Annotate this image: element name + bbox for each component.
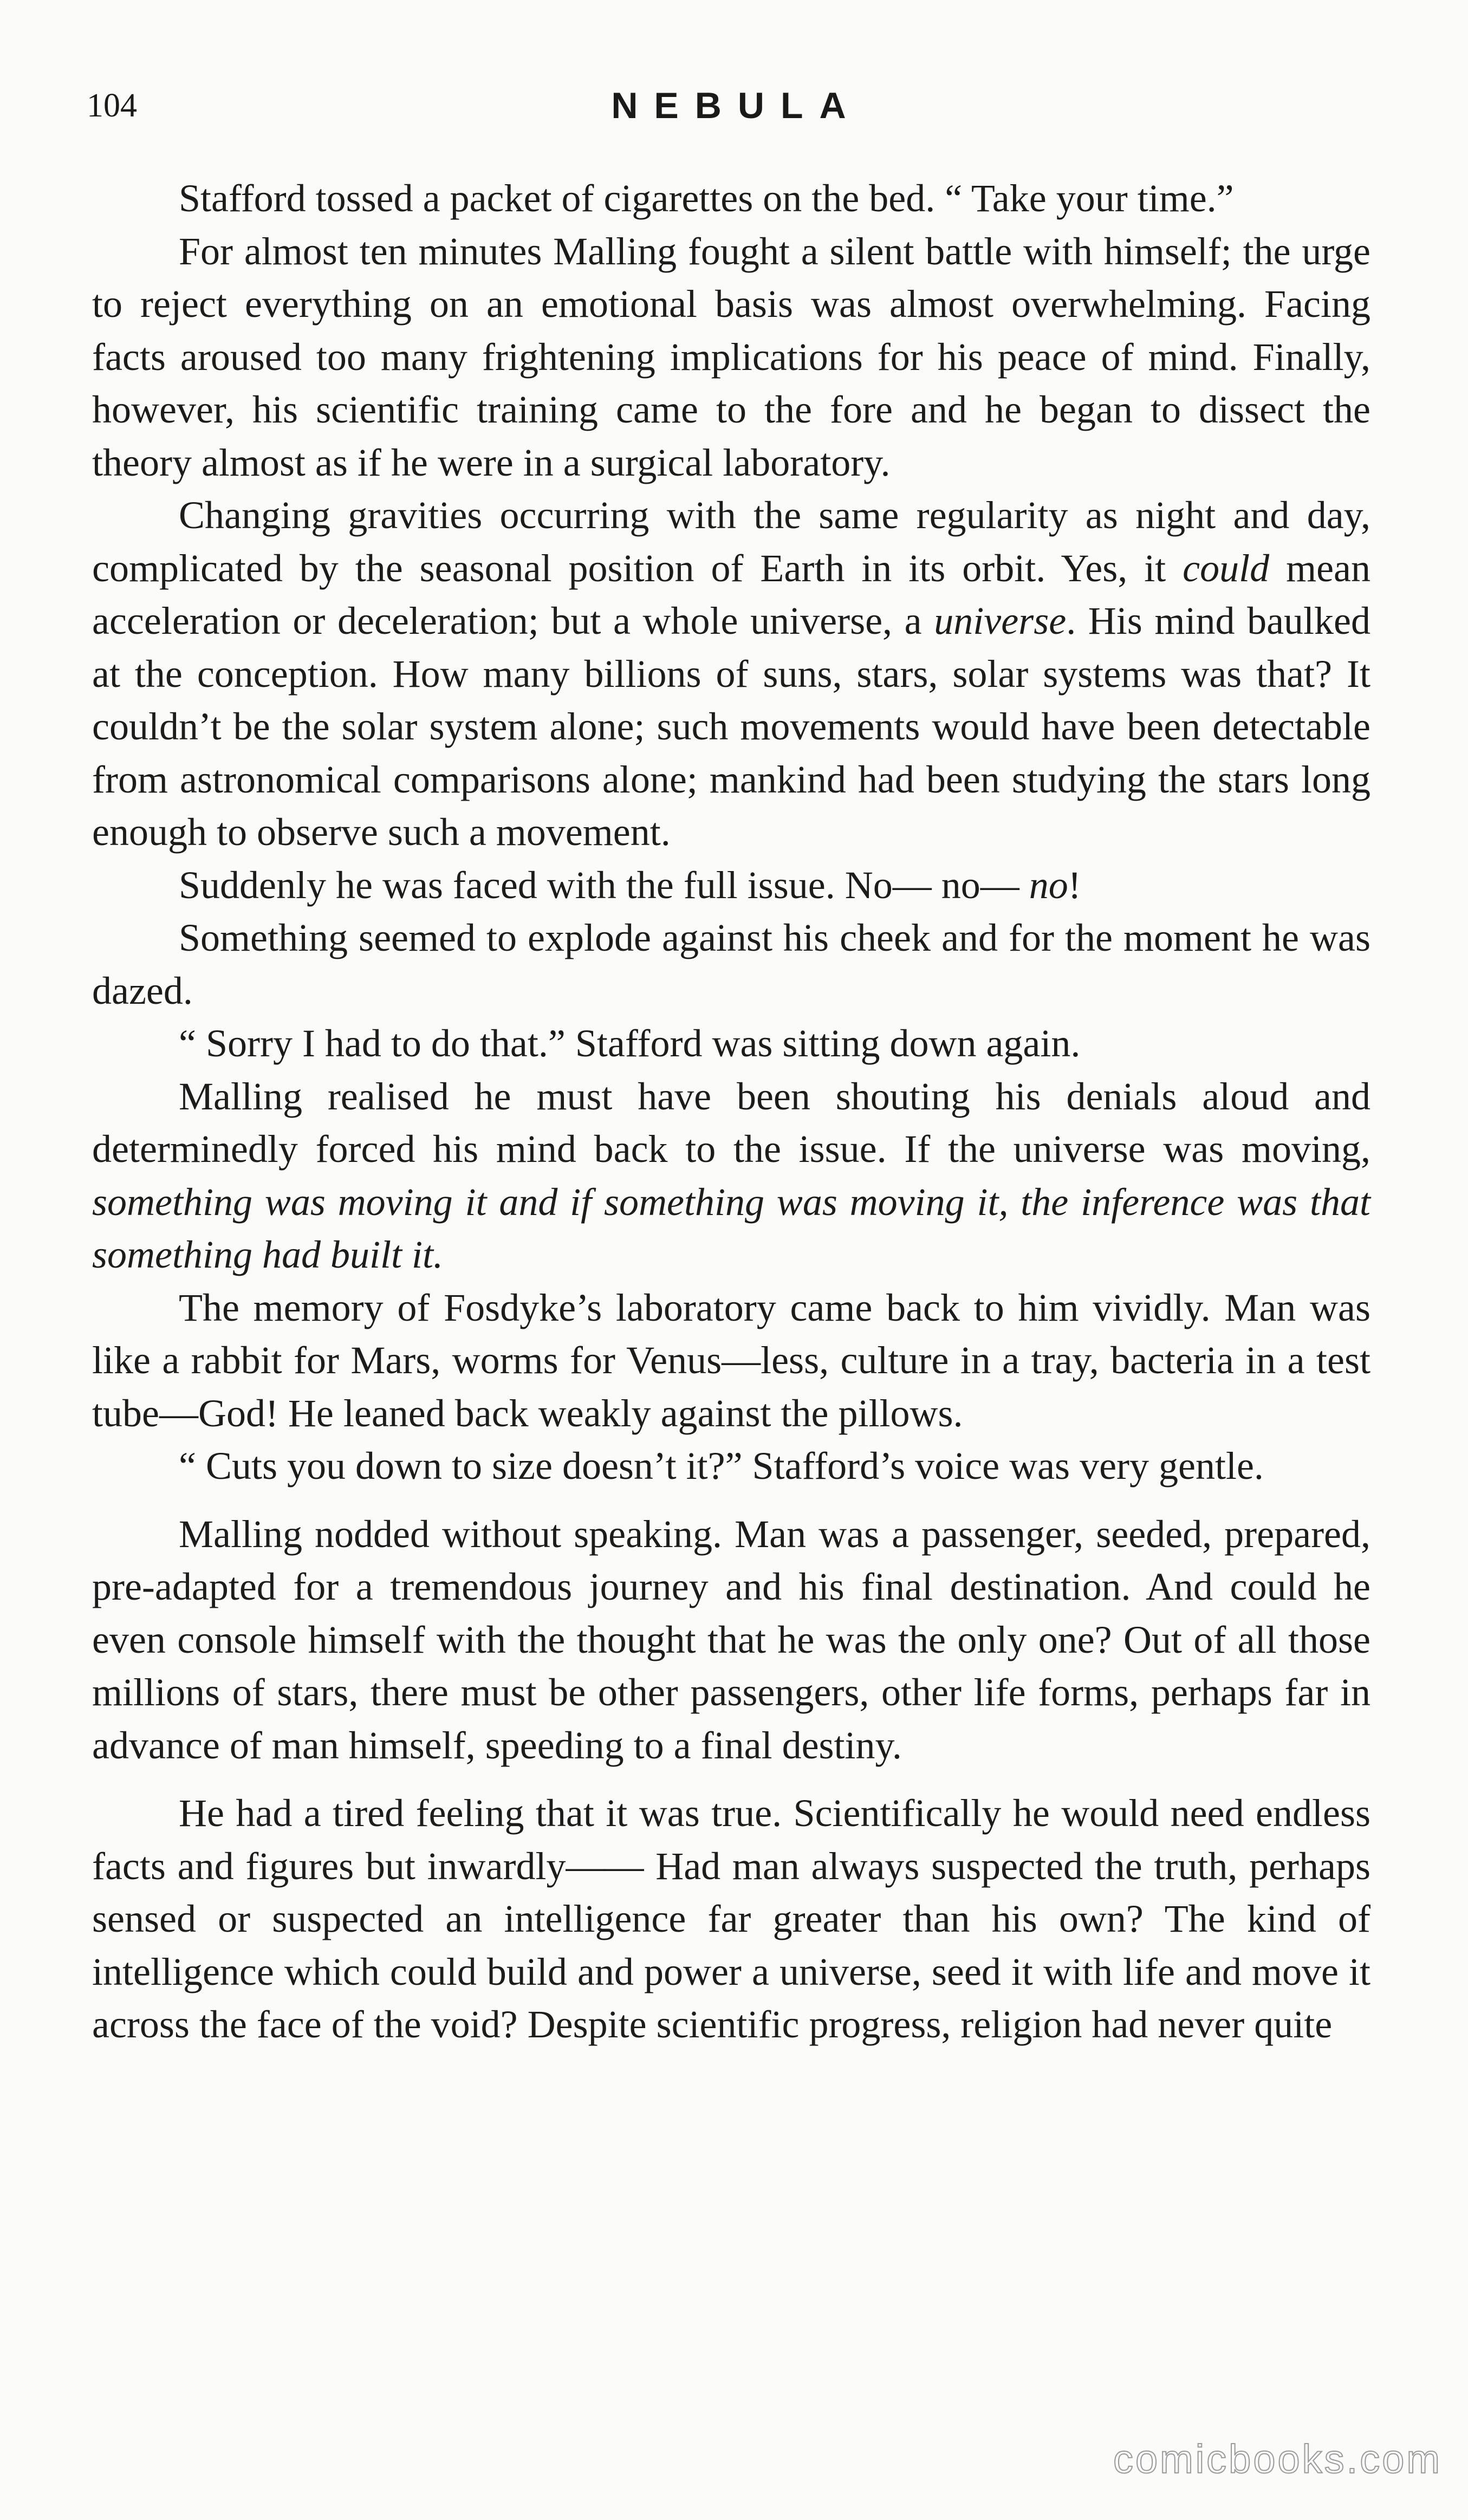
paragraph	[92, 225, 1370, 490]
italic-text-run: universe	[934, 599, 1067, 642]
text-run: Malling nodded without speaking. Man was a passenger, seeded, prepared, pre-adapted for a tremendous journey and his final destination. And could he even console himself with the thought that he was the only one? Out of all those millions of stars, there must be other passengers, other life forms, perhaps far in advance of man himself, speeding to a final destiny.	[92, 1512, 1370, 1767]
running-title: NEBULA	[611, 85, 862, 126]
text-run: !	[1068, 863, 1081, 907]
body-text	[92, 172, 1370, 2051]
text-run: For almost ten minutes Malling fought a silent battle with himself; the urge to reject everything on an emotional basis was almost overwhelming. Facing facts aroused too many frightening implications for his peace of mind. Finally, however, his scientific training came to the fore and he began to dissect the theory almost as if he were in a surgical laboratory.	[92, 229, 1370, 484]
italic-text-run: no	[1029, 863, 1068, 907]
paragraph	[92, 172, 1370, 225]
text-run: He had a tired feeling that it was true. Scientifically he would need endless facts and figures but inwardly—— Had man always suspected the truth, perhaps sensed or suspected an intelligence far greater than his own? The kind of intelligence which could build and power a universe, seed it with life and move it across the face of the void? Despite scientific progress, religion had never quite	[92, 1791, 1370, 2046]
page-number: 104	[87, 87, 137, 124]
text-run: Suddenly he was faced with the full issue. No— no—	[179, 863, 1029, 907]
paragraph	[92, 859, 1370, 912]
italic-text-run: something was moving it and if something was moving it, the inference was that something had built it.	[92, 1180, 1370, 1276]
paragraph	[92, 1070, 1370, 1282]
text-run: mean acceleration or deceleration; but a whole universe, a	[92, 546, 1370, 642]
text-run: Stafford tossed a packet of cigarettes on the bed. “ Take your time.”	[179, 177, 1234, 220]
text-run: “ Cuts you down to size doesn’t it?” Stafford’s voice was very gentle.	[179, 1444, 1264, 1488]
text-run: “ Sorry I had to do that.” Stafford was sitting down again.	[179, 1022, 1081, 1065]
text-run: The memory of Fosdyke’s laboratory came back to him vividly. Man was like a rabbit for Mars, worms for Venus—less, culture in a tray, bacteria in a test tube—God! He leaned back weakly against the pillows.	[92, 1285, 1370, 1435]
paragraph	[92, 1787, 1370, 2051]
paragraph	[92, 489, 1370, 859]
text-run: Changing gravities occurring with the same regularity as night and day, complicated by the seasonal position of Earth in its orbit. Yes, it	[92, 493, 1370, 590]
text-run: Malling realised he must have been shouting his denials aloud and determinedly forced his mind back to the issue. If the universe was moving,	[92, 1074, 1370, 1171]
paragraph	[92, 1017, 1370, 1070]
text-run: Something seemed to explode against his cheek and for the moment he was dazed.	[92, 916, 1370, 1012]
watermark-logo: comicbooks.com	[1113, 2437, 1442, 2482]
paragraph	[92, 1282, 1370, 1440]
text-run: . His mind baulked at the conception. How many billions of suns, stars, solar systems was that? It couldn’t be the solar system alone; such movements would have been detectable from astronomical comparisons alone; mankind had been studying the stars long enough to observe such a movement.	[92, 599, 1370, 854]
page-header	[87, 79, 1387, 138]
paragraph	[92, 1508, 1370, 1772]
paragraph	[92, 1440, 1370, 1493]
paragraph	[92, 912, 1370, 1017]
italic-text-run: could	[1183, 546, 1270, 590]
